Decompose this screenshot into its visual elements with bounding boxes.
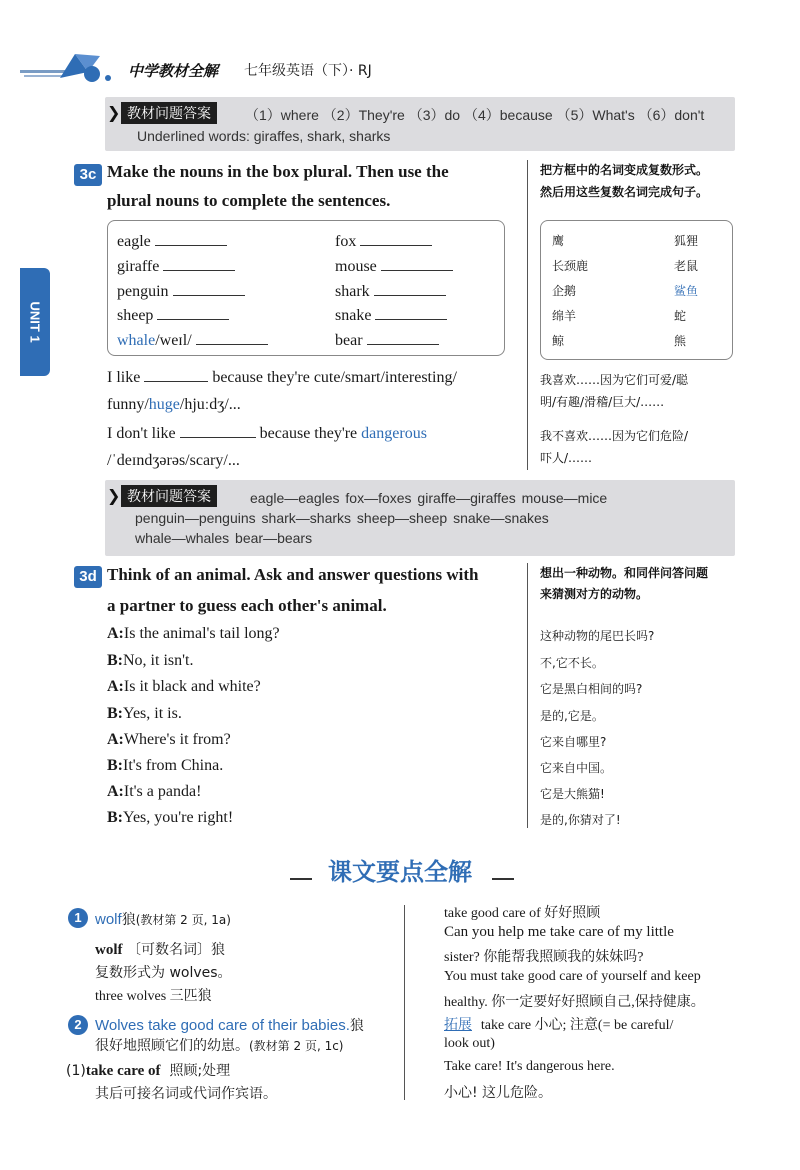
cn-noun: 鹰 [552,234,565,248]
unit-tab-label: UNIT 1 [27,301,43,343]
cn-noun: 熊 [674,334,687,348]
book-logo-icon [20,48,115,84]
point-right-line: sister? 你能帮我照顾我的妹妹吗? [444,950,644,965]
chevron-right-icon: ❯ [107,486,121,505]
cn-noun: 绵羊 [552,309,577,323]
section-3d-instruction-2: a partner to guess each other's animal. [107,596,387,615]
answer-line-1: （1）where （2）They're （3）do （4）because （5）What's （6）don't [245,107,705,123]
noun-snake: snake [335,306,447,325]
dialogue-line: B:No, it isn't. [107,652,194,669]
dialogue-cn: 它是黑白相间的吗? [540,682,643,696]
sentence-like-2: funny/huge/hjuːdʒ/... [107,396,241,413]
section-badge-3c: 3c [74,164,102,186]
column-divider [527,563,528,828]
section-3c-cn-instruction-2: 然后用这些复数名词完成句子。 [540,185,709,199]
section-3d-instruction-1: Think of an animal. Ask and answer questions with [107,565,479,584]
dialogue-line: A:Is the animal's tail long? [107,625,280,642]
dialogue-cn: 它来自哪里? [540,735,607,749]
section-3c-instruction-1: Make the nouns in the box plural. Then use the [107,162,449,181]
cn-sentence-dislike-2: 吓人/…… [540,451,593,465]
point-right-line: healthy. 你一定要好好照顾自己,保持健康。 [444,995,705,1010]
answer-line-2: penguin—penguins shark—sharks sheep—sheep snake—snakes [135,510,549,526]
dialogue-cn: 这种动物的尾巴长吗? [540,629,655,643]
dialogue-line: B:Yes, you're right! [107,809,234,826]
dialogue-line: A:It's a panda! [107,783,202,800]
answer-line-2: Underlined words: giraffes, shark, sharks [137,128,391,144]
answer-box-2 [105,480,735,556]
point-2-sub-heading: (1)take care of 照顾;处理 [66,1063,231,1079]
cn-sentence-dislike-1: 我不喜欢……因为它们危险/ [540,429,689,443]
point-2-sub-note: 其后可接名词或代词作宾语。 [95,1086,277,1102]
point-right-line: take good care of 好好照顾 [444,906,601,921]
page-header [0,40,800,90]
point-1-plural: 复数形式为 wolves。 [95,965,232,981]
answer-box-1 [105,97,735,151]
section-3d-cn-instruction-1: 想出一种动物。和同伴问答问题 [540,566,709,580]
point-right-line: Can you help me take care of my little [444,924,674,940]
sentence-dislike-2: /ˈdeɪndʒərəs/scary/... [107,452,240,469]
cn-sentence-like-1: 我喜欢……因为它们可爱/聪 [540,373,689,387]
dialogue-line: A:Where's it from? [107,731,231,748]
point-number-2: 2 [68,1015,88,1035]
dialogue-cn: 是的,它是。 [540,709,604,723]
section-3c-instruction-2: plural nouns to complete the sentences. [107,191,391,210]
point-1-example: three wolves 三匹狼 [95,989,212,1004]
cn-noun: 长颈鹿 [552,259,589,273]
section-3c-cn-instruction-1: 把方框中的名词变成复数形式。 [540,163,709,177]
point-2-heading: Wolves take good care of their babies.狼 [95,1017,364,1034]
cn-noun: 狐狸 [674,234,699,248]
section-badge-3d: 3d [74,566,102,588]
point-2-heading-cont: 很好地照顾它们的幼崽。(教材第 2 页, 1c) [95,1038,344,1054]
noun-fox: fox [335,232,432,251]
cn-noun: 鲸 [552,334,565,348]
dialogue-cn: 它是大熊猫! [540,787,605,801]
dialogue-cn: 它来自中国。 [540,761,613,775]
noun-penguin: penguin [117,282,245,301]
unit-side-tab [20,268,50,376]
noun-shark: shark [335,282,446,301]
dialogue-cn: 不,它不长。 [540,656,604,670]
cn-noun: 鲨鱼 [674,284,699,298]
dialogue-line: B:It's from China. [107,757,224,774]
dialogue-line: A:Is it black and white? [107,678,261,695]
header-book-title: 七年级英语（下）· RJ [244,63,372,79]
noun-mouse: mouse [335,257,453,276]
cn-noun: 老鼠 [674,259,699,273]
noun-whale: whale/weɪl/ [117,331,268,350]
point-right-line: You must take good care of yourself and keep [444,969,701,984]
point-right-line: 小心! 这儿危险。 [444,1085,553,1101]
noun-eagle: eagle [117,232,227,251]
point-right-line: look out) [444,1036,495,1051]
chevron-right-icon: ❯ [107,103,121,122]
dialogue-cn: 是的,你猜对了! [540,813,621,827]
dialogue-line: B:Yes, it is. [107,705,182,722]
answer-line-3: whale—whales bear—bears [135,530,313,546]
point-number-1: 1 [68,908,88,928]
cn-noun: 蛇 [674,309,687,323]
answer-tag: 教材问题答案 [121,485,217,507]
column-divider [527,160,528,470]
noun-bear: bear [335,331,439,350]
cn-noun: 企鹅 [552,284,577,298]
cn-sentence-like-2: 明/有趣/滑稽/巨大/…… [540,395,665,409]
point-1-definition: wolf 〔可数名词〕狼 [95,942,225,958]
noun-sheep: sheep [117,306,229,325]
sentence-dislike-1: I don't like because they're dangerous [107,425,427,442]
point-1-heading: wolf狼(教材第 2 页, 1a) [95,911,231,928]
key-points-title: 课文要点全解 [328,858,472,886]
title-rule-right [492,878,514,880]
expand-tag: 拓展 [444,1017,472,1033]
sentence-like-1: I like because they're cute/smart/interesting/ [107,369,457,386]
answer-line-1: eagle—eagles fox—foxes giraffe—giraffes mouse—mice [250,490,608,506]
column-divider [404,905,405,1100]
noun-giraffe: giraffe [117,257,235,276]
header-brand: 中学教材全解 [128,62,219,80]
answer-tag: 教材问题答案 [121,102,217,124]
point-right-line: Take care! It's dangerous here. [444,1059,615,1074]
point-right-expand: 拓展 take care 小心; 注意(= be careful/ [444,1017,674,1033]
section-3d-cn-instruction-2: 来猜测对方的动物。 [540,587,649,601]
